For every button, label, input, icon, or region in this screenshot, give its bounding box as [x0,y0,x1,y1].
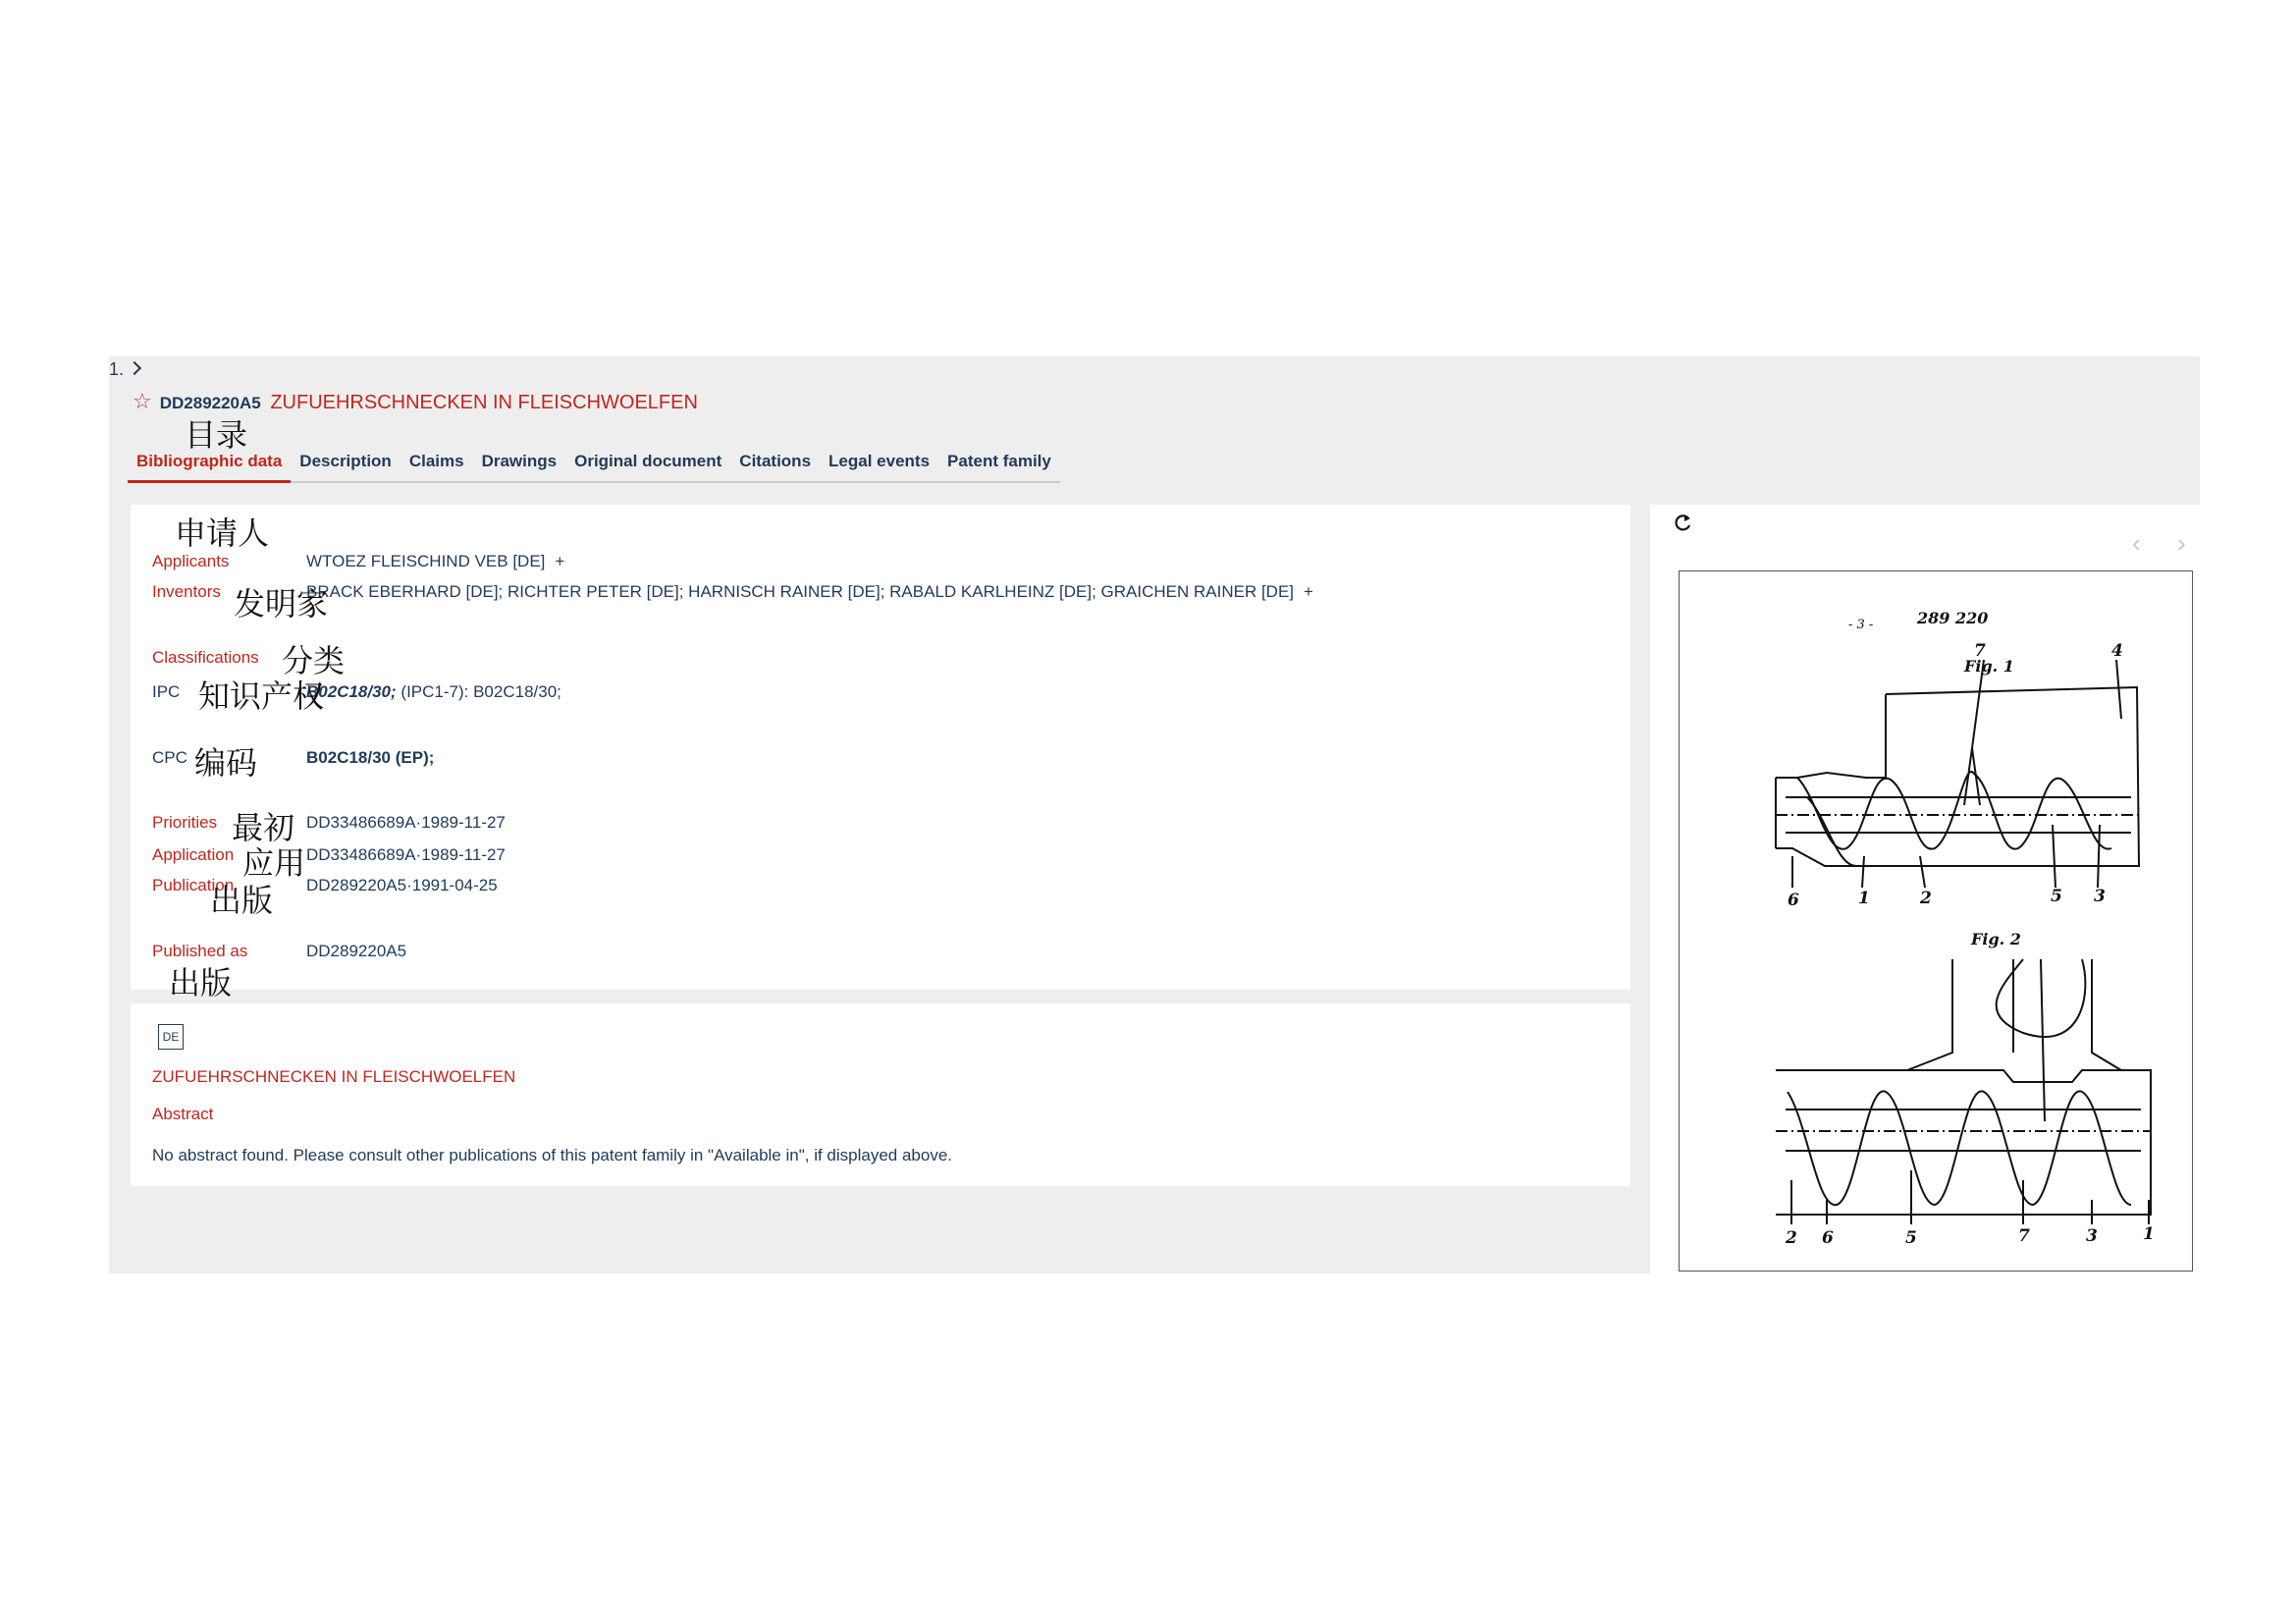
published-as-value[interactable]: DD289220A5 [306,942,407,960]
annotation-toc: 目录 [185,416,248,454]
fig2-callout: 2 [1786,1228,1797,1248]
inventors-link[interactable]: BRACK EBERHARD [DE]; RICHTER PETER [DE]; HARNISCH RAINER [DE]; RABALD KARLHEINZ [DE]; GRAICHEN RAINER [DE] [306,582,1295,601]
inventors-label: Inventors [152,582,221,601]
applicants-link[interactable]: WTOEZ FLEISCHIND VEB [DE] [306,552,546,570]
annotation-published-as: 出版 [169,964,233,1001]
inventors-value [306,582,1313,602]
fig1-callout: 4 [2111,641,2123,661]
cpc-label: CPC [152,748,187,767]
fig1-callout: 6 [1788,891,1799,910]
chevron-right-icon[interactable] [128,361,141,375]
fig1-callout: 3 [2094,887,2106,906]
fig2-label: Fig. 2 [1971,930,2021,948]
tab-bar [128,444,1060,483]
result-number[interactable] [109,359,139,380]
publication-value[interactable]: DD289220A5·1991-04-25 [306,876,498,894]
applicants-value [306,552,564,571]
tab-claims[interactable]: Claims [400,444,473,483]
fig2-callout: 6 [1822,1228,1834,1248]
tab-legal-events[interactable]: Legal events [820,444,938,483]
fig1-callout: 5 [2051,887,2062,906]
result-index: 1. [109,359,125,379]
annotation-cpc: 编码 [194,744,258,782]
ipc-value [306,682,561,702]
fig2-callout: 1 [2143,1224,2155,1244]
previous-drawing-button[interactable]: ‹ [2132,528,2141,558]
application-label: Application [152,845,235,864]
patent-drawing-figure [1680,571,2192,1271]
tab-drawings[interactable]: Drawings [473,444,566,483]
annotation-application: 应用 [242,844,306,882]
bibliographic-card [131,505,1630,990]
tab-patent-family[interactable]: Patent family [938,444,1060,483]
annotation-inventors: 发明家 [234,585,329,623]
cpc-link[interactable]: B02C18/30 (EP); [306,748,435,767]
ipc-label: IPC [152,682,181,701]
refresh-icon[interactable] [1674,512,1693,533]
annotation-ipc: 知识产权 [198,677,325,715]
fig1-callout: 1 [1858,889,1870,908]
publication-number[interactable]: DD289220A5 [159,394,261,412]
drawing-doc-number: 289 220 [1917,609,1989,627]
annotation-applicants: 申请人 [175,514,270,552]
ipc-main-link[interactable]: B02C18/30; [306,682,397,701]
fig2-callout: 7 [2018,1226,2030,1246]
tab-original-document[interactable]: Original document [565,444,730,483]
tab-bibliographic-data[interactable]: Bibliographic data [128,444,291,483]
patent-title[interactable]: ZUFUEHRSCHNECKEN IN FLEISCHWOELFEN [270,392,698,413]
fig2-callout: 5 [1905,1228,1917,1248]
language-badge: DE [158,1024,184,1050]
application-value[interactable]: DD33486689A·1989-11-27 [306,845,506,864]
tab-description[interactable]: Description [291,444,400,483]
tab-citations[interactable]: Citations [730,444,820,483]
fig1-callout: 2 [1920,889,1932,908]
priorities-label: Priorities [152,813,218,832]
next-drawing-button[interactable]: › [2177,528,2186,558]
annotation-publication: 出版 [210,882,274,919]
star-icon[interactable]: ☆ [133,389,152,413]
abstract-text: No abstract found. Please consult other publications of this patent family in "Available in", if displayed above. [152,1146,953,1164]
fig2-callout: 3 [2086,1226,2098,1246]
expand-applicants-button[interactable]: + [555,552,565,570]
fig1-callout: 7 [1974,641,1986,661]
fig1-label: Fig. 1 [1964,657,2014,676]
cpc-value [306,748,434,768]
drawing-page-mark: - 3 - [1848,618,1874,632]
publication-label: Publication [152,876,235,894]
abstract-heading: Abstract [152,1105,214,1123]
ipc-secondary: (IPC1-7): B02C18/30; [400,682,561,701]
abstract-title: ZUFUEHRSCHNECKEN IN FLEISCHWOELFEN [152,1067,516,1086]
applicants-label: Applicants [152,552,230,570]
priorities-value[interactable]: DD33486689A·1989-11-27 [306,813,506,832]
annotation-priorities: 最初 [232,809,295,846]
expand-inventors-button[interactable]: + [1304,582,1313,601]
patent-drawing[interactable] [1679,570,2193,1272]
annotation-classifications: 分类 [282,642,346,679]
published-as-label: Published as [152,942,248,960]
classifications-label: Classifications [152,648,259,667]
